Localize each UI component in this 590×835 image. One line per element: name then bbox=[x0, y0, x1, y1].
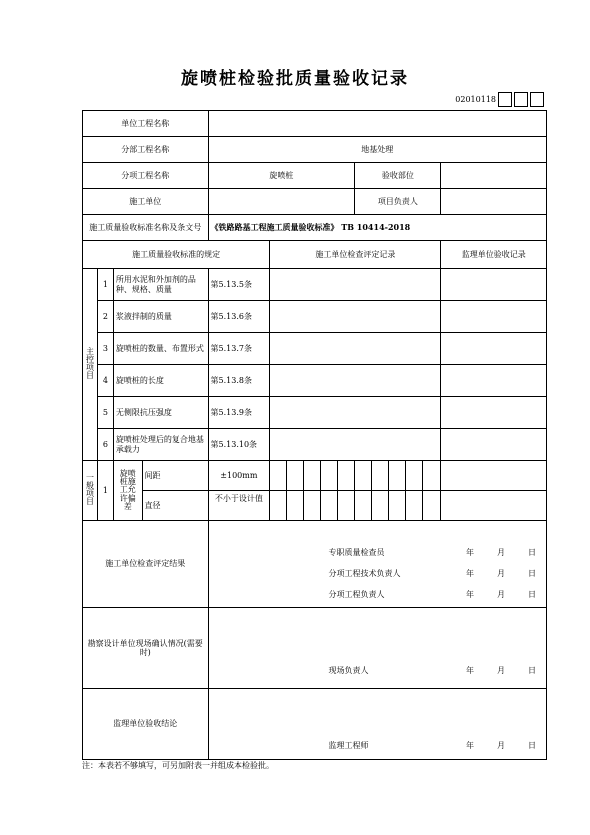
standard-value: 《铁路路基工程施工质量验收标准》 TB 10414-2018 bbox=[208, 215, 546, 241]
supervisor-record-cell[interactable] bbox=[441, 461, 547, 491]
main-items-label: 主控项目 bbox=[85, 347, 95, 380]
month-label: 月 bbox=[497, 666, 505, 675]
contractor-record-cell[interactable] bbox=[270, 269, 441, 301]
signer-label: 分项工程负责人 bbox=[328, 590, 385, 599]
supervisor-record-header: 监理单位验收记录 bbox=[441, 241, 547, 269]
project-manager-field[interactable] bbox=[441, 189, 547, 215]
month-label: 月 bbox=[497, 548, 505, 557]
month-label: 月 bbox=[497, 569, 505, 578]
survey-cell[interactable] bbox=[208, 608, 546, 689]
general-item-no: 1 bbox=[97, 461, 113, 521]
month-label: 月 bbox=[497, 590, 505, 599]
month-label: 月 bbox=[497, 741, 505, 750]
measure-cell[interactable] bbox=[270, 491, 287, 521]
measure-cell[interactable] bbox=[321, 461, 338, 491]
supervisor-cell[interactable] bbox=[208, 689, 546, 760]
general-item-group: 旋喷桩施工允许偏差 bbox=[113, 461, 142, 521]
measure-cell[interactable] bbox=[372, 461, 389, 491]
measure-cell[interactable] bbox=[372, 491, 389, 521]
subdivision-label: 分项工程名称 bbox=[83, 163, 209, 189]
item-no: 6 bbox=[97, 429, 113, 461]
signer-line bbox=[329, 590, 536, 599]
day-label: 日 bbox=[528, 741, 536, 750]
code-box[interactable] bbox=[498, 92, 512, 107]
item-text: 旋喷桩的长度 bbox=[113, 365, 208, 397]
unit-project-field[interactable] bbox=[208, 111, 546, 137]
supervisor-record-cell[interactable] bbox=[441, 397, 547, 429]
contractor-result-label: 施工单位检查评定结果 bbox=[83, 521, 209, 608]
signer-label: 现场负责人 bbox=[328, 666, 369, 675]
signer-line bbox=[329, 548, 536, 557]
contractor-record-header: 施工单位检查评定记录 bbox=[270, 241, 441, 269]
acceptance-part-label: 验收部位 bbox=[355, 163, 441, 189]
acceptance-form bbox=[82, 110, 547, 760]
signer-label: 分项工程技术负责人 bbox=[328, 569, 401, 578]
item-no: 1 bbox=[97, 269, 113, 301]
measure-cell[interactable] bbox=[389, 491, 406, 521]
survey-label: 勘察设计单位现场确认情况(需要时) bbox=[83, 608, 209, 689]
measure-cell[interactable] bbox=[338, 461, 355, 491]
general-items-label-cell bbox=[83, 461, 98, 521]
acceptance-part-field[interactable] bbox=[441, 163, 547, 189]
measure-cell[interactable] bbox=[338, 491, 355, 521]
item-text: 无侧限抗压强度 bbox=[113, 397, 208, 429]
item-text: 浆液拌制的质量 bbox=[113, 301, 208, 333]
form-code bbox=[455, 92, 544, 107]
contractor-field[interactable] bbox=[208, 189, 355, 215]
signer-label: 监理工程师 bbox=[328, 741, 369, 750]
item-clause: 第5.13.9条 bbox=[208, 397, 270, 429]
contractor-label: 施工单位 bbox=[83, 189, 209, 215]
division-label: 分部工程名称 bbox=[83, 137, 209, 163]
contractor-record-cell[interactable] bbox=[270, 429, 441, 461]
contractor-result-cell[interactable] bbox=[208, 521, 546, 608]
signer-label: 专职质量检查员 bbox=[328, 548, 385, 557]
contractor-record-cell[interactable] bbox=[270, 397, 441, 429]
year-label: 年 bbox=[466, 569, 474, 578]
general-items-label: 一般项目 bbox=[85, 473, 95, 506]
supervisor-record-cell[interactable] bbox=[441, 301, 547, 333]
measure-cell[interactable] bbox=[304, 491, 321, 521]
unit-project-label: 单位工程名称 bbox=[83, 111, 209, 137]
measure-cell[interactable] bbox=[287, 491, 304, 521]
item-no: 3 bbox=[97, 333, 113, 365]
contractor-record-cell[interactable] bbox=[270, 333, 441, 365]
signer-line bbox=[329, 569, 536, 578]
day-label: 日 bbox=[528, 548, 536, 557]
measure-cell[interactable] bbox=[423, 491, 441, 521]
code-box[interactable] bbox=[514, 92, 528, 107]
page-title: 旋喷桩检验批质量验收记录 bbox=[181, 69, 409, 89]
form-code-text: 02010118 bbox=[455, 95, 496, 104]
year-label: 年 bbox=[466, 548, 474, 557]
year-label: 年 bbox=[466, 666, 474, 675]
measure-cell[interactable] bbox=[287, 461, 304, 491]
spec-header: 施工质量验收标准的规定 bbox=[83, 241, 270, 269]
contractor-record-cell[interactable] bbox=[270, 301, 441, 333]
measure-cell[interactable] bbox=[406, 491, 423, 521]
code-box[interactable] bbox=[530, 92, 544, 107]
general-sub-name: 间距 bbox=[142, 461, 208, 491]
item-clause: 第5.13.10条 bbox=[208, 429, 270, 461]
item-clause: 第5.13.5条 bbox=[208, 269, 270, 301]
item-clause: 第5.13.6条 bbox=[208, 301, 270, 333]
standard-label: 施工质量验收标准名称及条文号 bbox=[83, 215, 209, 241]
item-no: 5 bbox=[97, 397, 113, 429]
footnote: 注：本表若不够填写，可另加附表一并组成本检验批。 bbox=[82, 761, 274, 770]
measure-cell[interactable] bbox=[321, 491, 338, 521]
signer-line bbox=[329, 741, 536, 750]
item-text: 旋喷桩的数量、布置形式 bbox=[113, 333, 208, 365]
subdivision-value: 旋喷桩 bbox=[208, 163, 355, 189]
day-label: 日 bbox=[528, 666, 536, 675]
year-label: 年 bbox=[466, 741, 474, 750]
day-label: 日 bbox=[528, 569, 536, 578]
project-manager-label: 项目负责人 bbox=[355, 189, 441, 215]
item-clause: 第5.13.7条 bbox=[208, 333, 270, 365]
item-text: 所用水泥和外加剂的品种、规格、质量 bbox=[113, 269, 208, 301]
item-text: 旋喷桩处理后的复合地基承载力 bbox=[113, 429, 208, 461]
measure-cell[interactable] bbox=[406, 461, 423, 491]
supervisor-record-cell[interactable] bbox=[441, 429, 547, 461]
supervisor-label: 监理单位验收结论 bbox=[83, 689, 209, 760]
supervisor-record-cell[interactable] bbox=[441, 491, 547, 521]
measure-cell[interactable] bbox=[389, 461, 406, 491]
measure-cell[interactable] bbox=[304, 461, 321, 491]
division-value: 地基处理 bbox=[208, 137, 546, 163]
measure-cell[interactable] bbox=[355, 461, 372, 491]
measure-cell[interactable] bbox=[355, 491, 372, 521]
supervisor-record-cell[interactable] bbox=[441, 333, 547, 365]
supervisor-record-cell[interactable] bbox=[441, 269, 547, 301]
supervisor-record-cell[interactable] bbox=[441, 365, 547, 397]
measure-cell[interactable] bbox=[270, 461, 287, 491]
main-items-label-cell bbox=[83, 269, 98, 461]
day-label: 日 bbox=[528, 590, 536, 599]
year-label: 年 bbox=[466, 590, 474, 599]
measure-cell[interactable] bbox=[423, 461, 441, 491]
general-sub-name: 直径 bbox=[142, 491, 208, 521]
contractor-record-cell[interactable] bbox=[270, 365, 441, 397]
signer-line bbox=[329, 666, 536, 675]
item-no: 4 bbox=[97, 365, 113, 397]
general-sub-tolerance: ±100mm bbox=[208, 461, 270, 491]
item-no: 2 bbox=[97, 301, 113, 333]
item-clause: 第5.13.8条 bbox=[208, 365, 270, 397]
general-sub-tolerance: 不小于设计值 bbox=[208, 491, 270, 521]
